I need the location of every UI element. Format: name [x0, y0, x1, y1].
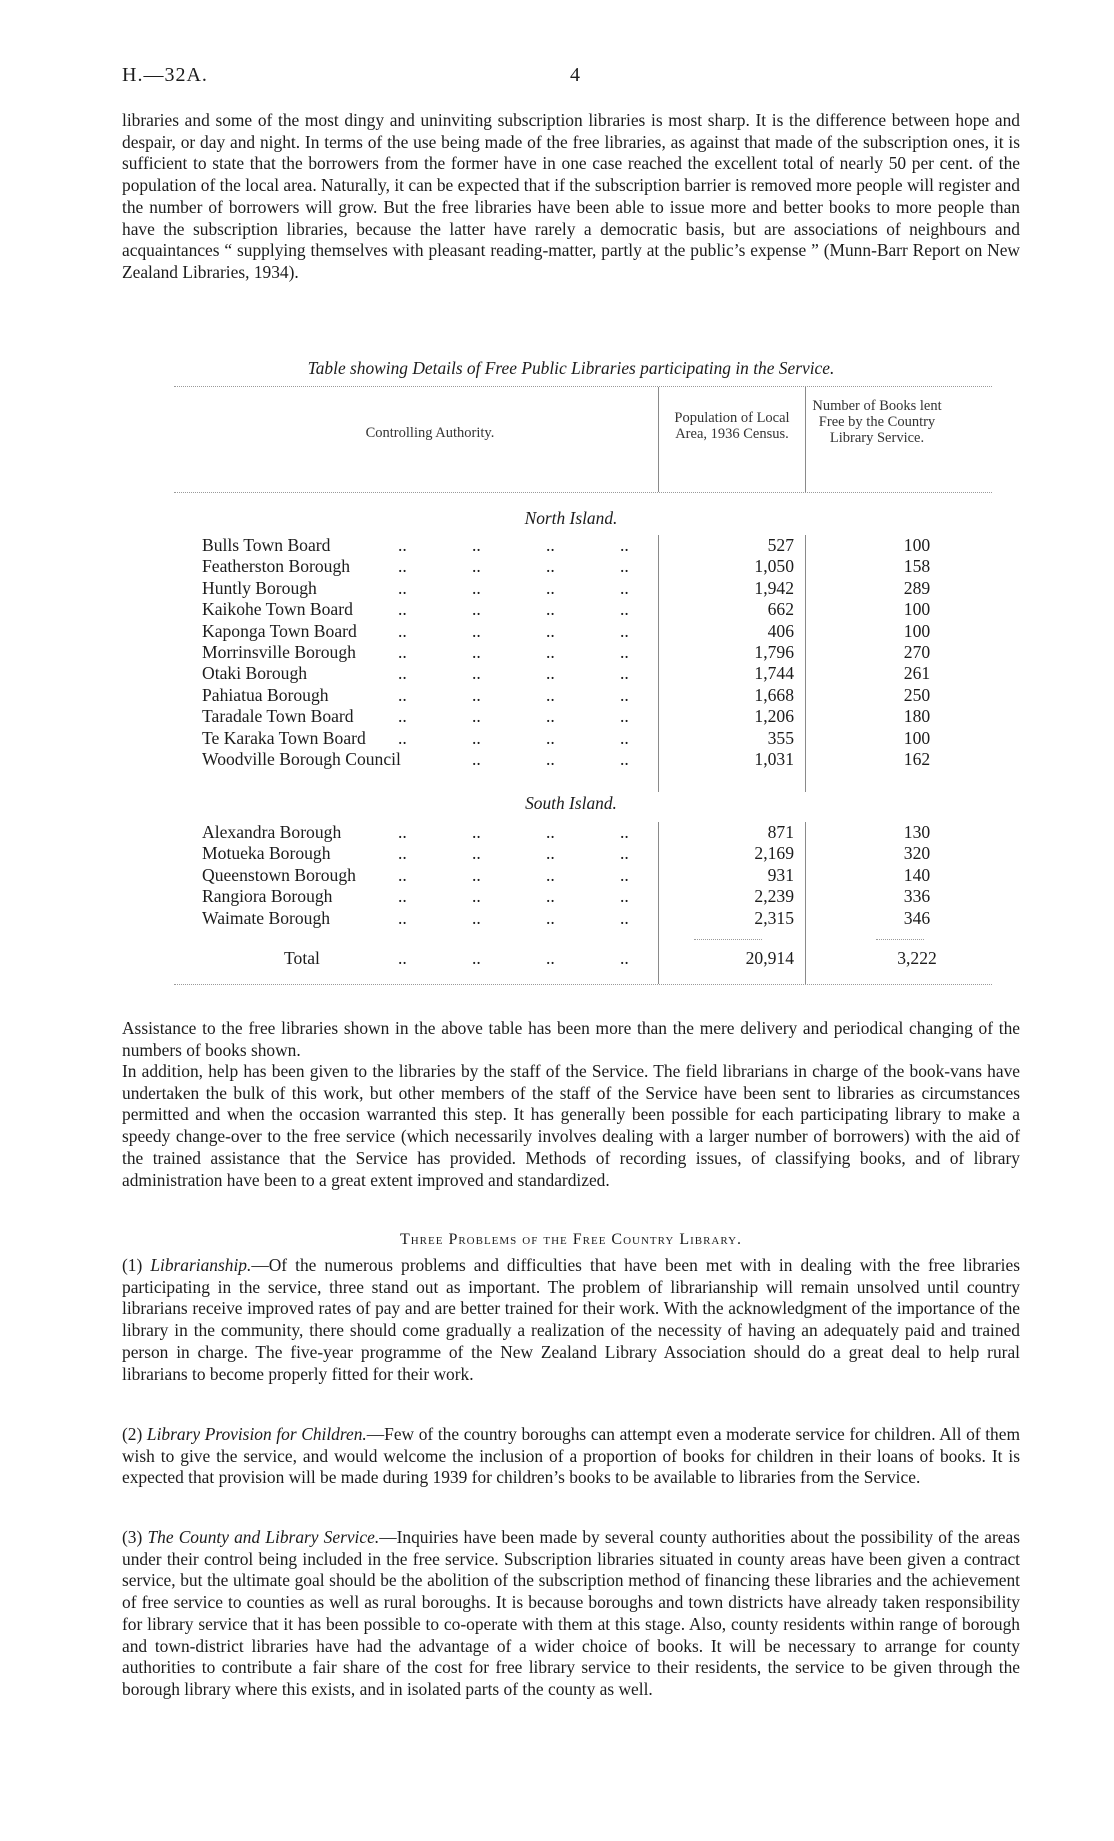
intro-paragraph: libraries and some of the most dingy and uninviting subscription libraries is most sharp. It is the difference between hope and despair, or day and night. In terms of the use being made of the free libraries, as against that made of the subscription ones, it is sufficient to state that the borrowers from the former have in one case reached the excellent total of nearly 50 per cent. of the population of the local area. Naturally, it can be expected that if the subscription barrier is removed more people will register and the number of borrowers will grow. But the free libraries have been able to issue more and better books to more people than have the subscription libraries, because the latter have rarely a democratic basis, but are associations of neighbours and acquaintances “ supplying themselves with pleasant reading-matter, partly at the public’s expense ” (Munn-Barr Report on New Zealand Libraries, 1934).: [122, 110, 1020, 282]
population-cell: 662: [767, 599, 794, 620]
table-header-divider-1: [658, 387, 659, 492]
books-cell: 270: [903, 642, 931, 662]
books-cell: 320: [903, 843, 931, 864]
table-row: Waimate Borough .. .. .. .. 2,315 346: [122, 908, 1020, 929]
authority-name: Woodville Borough Council: [202, 749, 401, 769]
authority-name: Kaikohe Town Board: [202, 599, 353, 620]
table-row: Woodville Borough Council .. .. .. 1,031 162: [122, 749, 1020, 770]
population-cell: 1,206: [754, 706, 794, 727]
authority-name: Alexandra Borough: [202, 822, 342, 842]
authority-name: Motueka Borough: [202, 843, 331, 864]
total-rule-population: [694, 939, 762, 940]
population-cell: 2,239: [754, 886, 794, 907]
books-cell: 336: [903, 886, 931, 907]
authority-name: Pahiatua Borough: [202, 684, 329, 705]
table-header-rule: [174, 492, 992, 493]
population-cell: 1,942: [754, 577, 794, 598]
population-cell: 1,668: [754, 684, 794, 705]
authority-name: Featherston Borough: [202, 556, 351, 577]
problem-county: (3) The County and Library Service.—Inquiries have been made by several county authorities about the possibility of the areas under their control being included in the free service. Subscription libraries situated in county areas have been given a contract service, but the ultimate goal should be the abolition of the subscription method of financing these libraries and the achievement of free service to counties as well as rural boroughs. It is because boroughs and town districts have already taken responsibility for library service that it has been possible to co-operate with them at this stage. Also, county residents within range of borough and town-district libraries have had the advantage of a wider choice of books. It will be necessary to arrange for county authorities to contribute a fair share of the cost for free library service to their residents, the service to be given through the borough library where this exists, and in isolated parts of the county as well.: [122, 1527, 1020, 1699]
books-cell: 180: [903, 706, 931, 727]
books-cell: 346: [903, 907, 931, 928]
south-island-label: South Island.: [525, 793, 617, 813]
header-controlling-authority: Controlling Authority.: [365, 425, 495, 441]
header-population: Population of Local Area, 1936 Census.: [674, 410, 790, 442]
table-row: Te Karaka Town Board .. .. .. .. 355 100: [122, 728, 1020, 749]
total-rule-books: [876, 939, 924, 940]
books-cell: 261: [903, 663, 931, 684]
authority-name: Te Karaka Town Board: [202, 727, 366, 748]
assistance-paragraph: Assistance to the free libraries shown in the above table has been more than the mere delivery and periodical changing of the numbers of books shown.: [122, 1018, 1020, 1060]
population-cell: 527: [767, 535, 794, 555]
header-books-lent: Number of Books lent Free by the Country Library Service.: [812, 398, 942, 446]
table-row: Rangiora Borough .. .. .. .. 2,239 336: [122, 886, 1020, 907]
books-cell: 158: [903, 556, 931, 577]
population-cell: 355: [767, 727, 794, 748]
table-caption: Table showing Details of Free Public Libraries participating in the Service.: [307, 358, 835, 378]
problem-librarianship: (1) Librarianship.—Of the numerous problems and difficulties that have been met with in dealing with the free libraries participating in the service, three stand out as important. The problem of librarianship will remain unsolved until country librarians receive improved rates of pay and are better trained for their work. With the acknowledgment of the importance of the library in the community, there should come gradually a realization of the necessity of having an adequately paid and trained person in charge. The five-year programme of the New Zealand Library Association should do a great deal to help rural librarians to become properly fitted for their work.: [122, 1255, 1020, 1384]
population-cell: 1,050: [754, 556, 794, 577]
books-cell: 140: [903, 864, 931, 885]
problem-title: Librarianship.: [150, 1255, 252, 1275]
document-reference: H.—32A.: [122, 64, 208, 86]
table-row: Morrinsville Borough .. .. .. .. 1,796 270: [122, 642, 1020, 663]
books-cell: 130: [903, 822, 931, 842]
authority-name: Taradale Town Board: [202, 706, 354, 727]
table-row: Alexandra Borough .. .. .. .. 871 130: [122, 822, 1020, 843]
books-cell: 100: [903, 535, 931, 555]
authority-name: Waimate Borough: [202, 907, 331, 928]
problem-title: The County and Library Service.: [147, 1527, 380, 1547]
table-bottom-rule: [174, 984, 992, 985]
total-population: 20,914: [745, 948, 794, 968]
table-header-divider-2: [805, 387, 806, 492]
page-number: 4: [570, 64, 580, 86]
table-row: Queenstown Borough .. .. .. .. 931 140: [122, 865, 1020, 886]
north-island-label: North Island.: [524, 508, 618, 528]
total-books: 3,222: [897, 948, 937, 968]
population-cell: 2,315: [754, 907, 794, 928]
authority-name: Rangiora Borough: [202, 886, 333, 907]
population-cell: 2,169: [754, 843, 794, 864]
authority-name: Otaki Borough: [202, 663, 308, 684]
population-cell: 1,796: [754, 642, 794, 662]
population-cell: 1,031: [754, 749, 794, 769]
population-cell: 871: [767, 822, 794, 842]
table-row: Kaikohe Town Board .. .. .. .. 662 100: [122, 599, 1020, 620]
table-row: Kaponga Town Board .. .. .. .. 406 100: [122, 621, 1020, 642]
books-cell: 289: [903, 577, 931, 598]
problem-title: Library Provision for Children.: [146, 1424, 367, 1444]
table-row: Pahiatua Borough .. .. .. .. 1,668 250: [122, 685, 1020, 706]
population-cell: 406: [767, 620, 794, 641]
problem-children: (2) Library Provision for Children.—Few of the country boroughs can attempt even a moderate service for children. All of them wish to give the service, and would welcome the inclusion of a proportion of books for children in their loans of books. It is expected that provision will be made during 1939 for children’s books to be available to libraries from the Service.: [122, 1424, 1020, 1488]
section-heading: Three Problems of the Free Country Library.: [399, 1231, 743, 1248]
population-cell: 931: [767, 864, 794, 885]
population-cell: 1,744: [754, 663, 794, 684]
authority-name: Bulls Town Board: [202, 535, 331, 555]
total-label: Total: [284, 948, 320, 968]
books-cell: 100: [903, 620, 931, 641]
table-row: Motueka Borough .. .. .. .. 2,169 320: [122, 843, 1020, 864]
addition-paragraph: In addition, help has been given to the libraries by the staff of the Service. The field librarians in charge of the book-vans have undertaken the bulk of this work, but other members of the staff of the Service have been sent to libraries as circumstances permitted and when the occasion warranted this step. It has generally been possible for each participating library to make a speedy change-over to the free service (which necessarily involves dealing with a larger number of borrowers) with the aid of the trained assistance that the Service has provided. Methods of recording issues, of classifying books, and of library administration have been to a great extent improved and standardized.: [122, 1061, 1020, 1190]
table-top-rule: [174, 386, 992, 387]
authority-name: Kaponga Town Board: [202, 620, 357, 641]
table-row: Otaki Borough .. .. .. .. 1,744 261: [122, 663, 1020, 684]
total-row: Total .. .. .. .. 20,914 3,222: [122, 948, 1020, 972]
table-row: Taradale Town Board .. .. .. .. 1,206 180: [122, 706, 1020, 727]
authority-name: Queenstown Borough: [202, 864, 356, 885]
books-cell: 250: [903, 684, 931, 705]
table-row: Featherston Borough .. .. .. .. 1,050 158: [122, 556, 1020, 577]
books-cell: 100: [903, 599, 931, 620]
books-cell: 100: [903, 727, 931, 748]
authority-name: Morrinsville Borough: [202, 642, 356, 662]
authority-name: Huntly Borough: [202, 577, 317, 598]
page-header: [122, 64, 1022, 94]
books-cell: 162: [903, 749, 931, 769]
table-row: Bulls Town Board .. .. .. .. 527 100: [122, 535, 1020, 556]
table-row: Huntly Borough .. .. .. .. 1,942 289: [122, 578, 1020, 599]
